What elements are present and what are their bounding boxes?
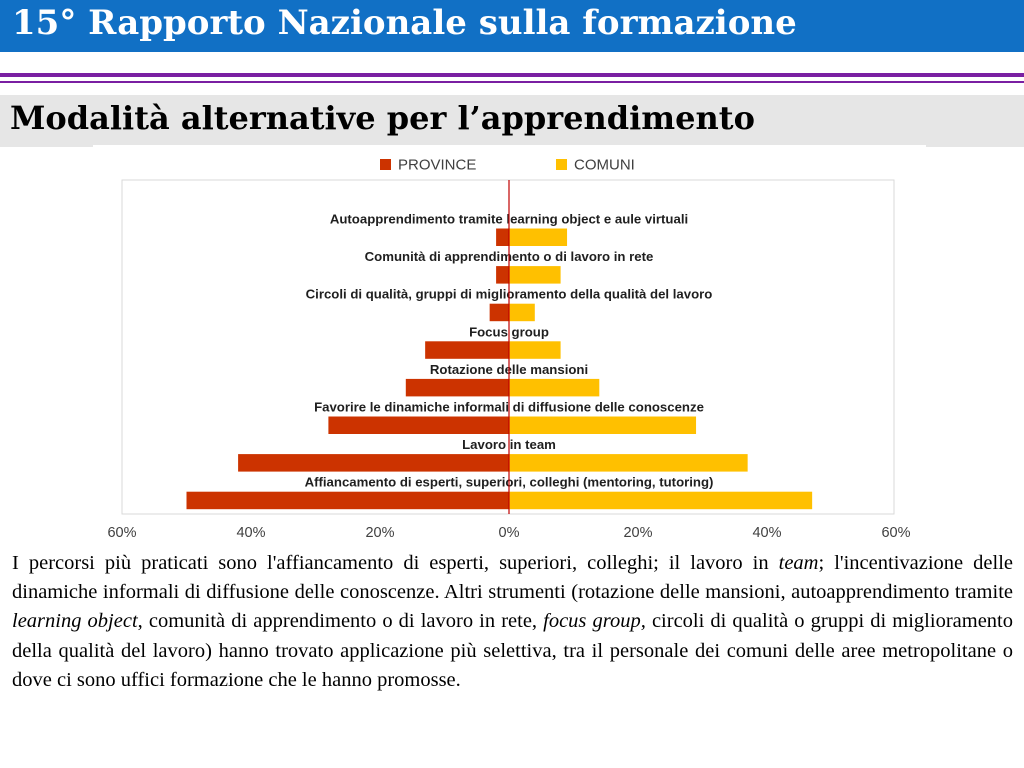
bar-comuni bbox=[509, 229, 567, 247]
x-tick-label: 0% bbox=[498, 525, 520, 541]
legend-swatch-comuni bbox=[556, 159, 567, 170]
bar-comuni bbox=[509, 492, 812, 510]
bar-province bbox=[496, 266, 509, 284]
bar-province bbox=[406, 379, 509, 397]
x-tick-label: 20% bbox=[365, 525, 395, 541]
legend-label-comuni: COMUNI bbox=[574, 156, 635, 174]
category-label: Affiancamento di esperti, superiori, colleghi (mentoring, tutoring) bbox=[304, 474, 714, 490]
diverging-bar-chart bbox=[93, 145, 926, 548]
description-text-3: , comunità di apprendimento o di lavoro in rete, bbox=[137, 610, 544, 633]
x-tick-label: 60% bbox=[881, 525, 911, 541]
divider-thin bbox=[0, 81, 1024, 83]
description-italic-3: focus group, bbox=[543, 610, 646, 633]
bar-province bbox=[496, 229, 509, 247]
category-label: Lavoro in team bbox=[462, 437, 556, 453]
description-text-1: I percorsi più praticati sono l'affiancamento di esperti, superiori, colleghi; il lavoro in bbox=[12, 552, 779, 574]
chart-panel bbox=[93, 145, 926, 548]
slide-title: 15° Rapporto Nazionale sulla formazione bbox=[12, 3, 797, 43]
description-text-2: ; l'incentivazione delle dinamiche informali di diffusione delle conoscenze. Altri strumenti (rotazione delle mansioni, autoapprendimento tramite bbox=[12, 552, 1013, 604]
x-tick-label: 20% bbox=[623, 525, 653, 541]
category-label: Favorire le dinamiche informali di diffusione delle conoscenze bbox=[314, 399, 704, 415]
bar-province bbox=[425, 341, 509, 359]
x-tick-label: 60% bbox=[107, 525, 137, 541]
category-label: Focus group bbox=[469, 324, 549, 340]
description-italic-1: team bbox=[778, 552, 819, 574]
x-tick-label: 40% bbox=[236, 525, 266, 541]
description-text-4: circoli di qualità o gruppi di miglioramento della qualità del lavoro) hanno trovato applicazione più selettiva, tra il personale dei comuni delle aree metropolitane o dove ci sono uffici formazione che le hanno promosse. bbox=[12, 610, 1013, 691]
category-label: Circoli di qualità, gruppi di miglioramento della qualità del lavoro bbox=[305, 286, 713, 302]
description-italic-2: learning object bbox=[12, 610, 138, 633]
bar-province bbox=[187, 492, 510, 510]
description-paragraph bbox=[12, 549, 1013, 695]
category-label: Autoapprendimento tramite learning object e aule virtuali bbox=[329, 211, 689, 227]
x-tick-label: 40% bbox=[752, 525, 782, 541]
bar-province bbox=[328, 417, 509, 435]
bar-comuni bbox=[509, 304, 535, 322]
bar-comuni bbox=[509, 341, 561, 359]
bar-comuni bbox=[509, 454, 748, 472]
slide-subtitle: Modalità alternative per l’apprendimento bbox=[10, 99, 755, 137]
bar-comuni bbox=[509, 266, 561, 284]
legend-swatch-province bbox=[380, 159, 391, 170]
category-label: Comunità di apprendimento o di lavoro in rete bbox=[364, 249, 654, 265]
divider-thick bbox=[0, 73, 1024, 77]
bar-province bbox=[238, 454, 509, 472]
category-label: Rotazione delle mansioni bbox=[429, 361, 589, 377]
bar-comuni bbox=[509, 379, 599, 397]
bar-comuni bbox=[509, 417, 696, 435]
bar-province bbox=[490, 304, 509, 322]
legend-label-province: PROVINCE bbox=[398, 156, 477, 174]
